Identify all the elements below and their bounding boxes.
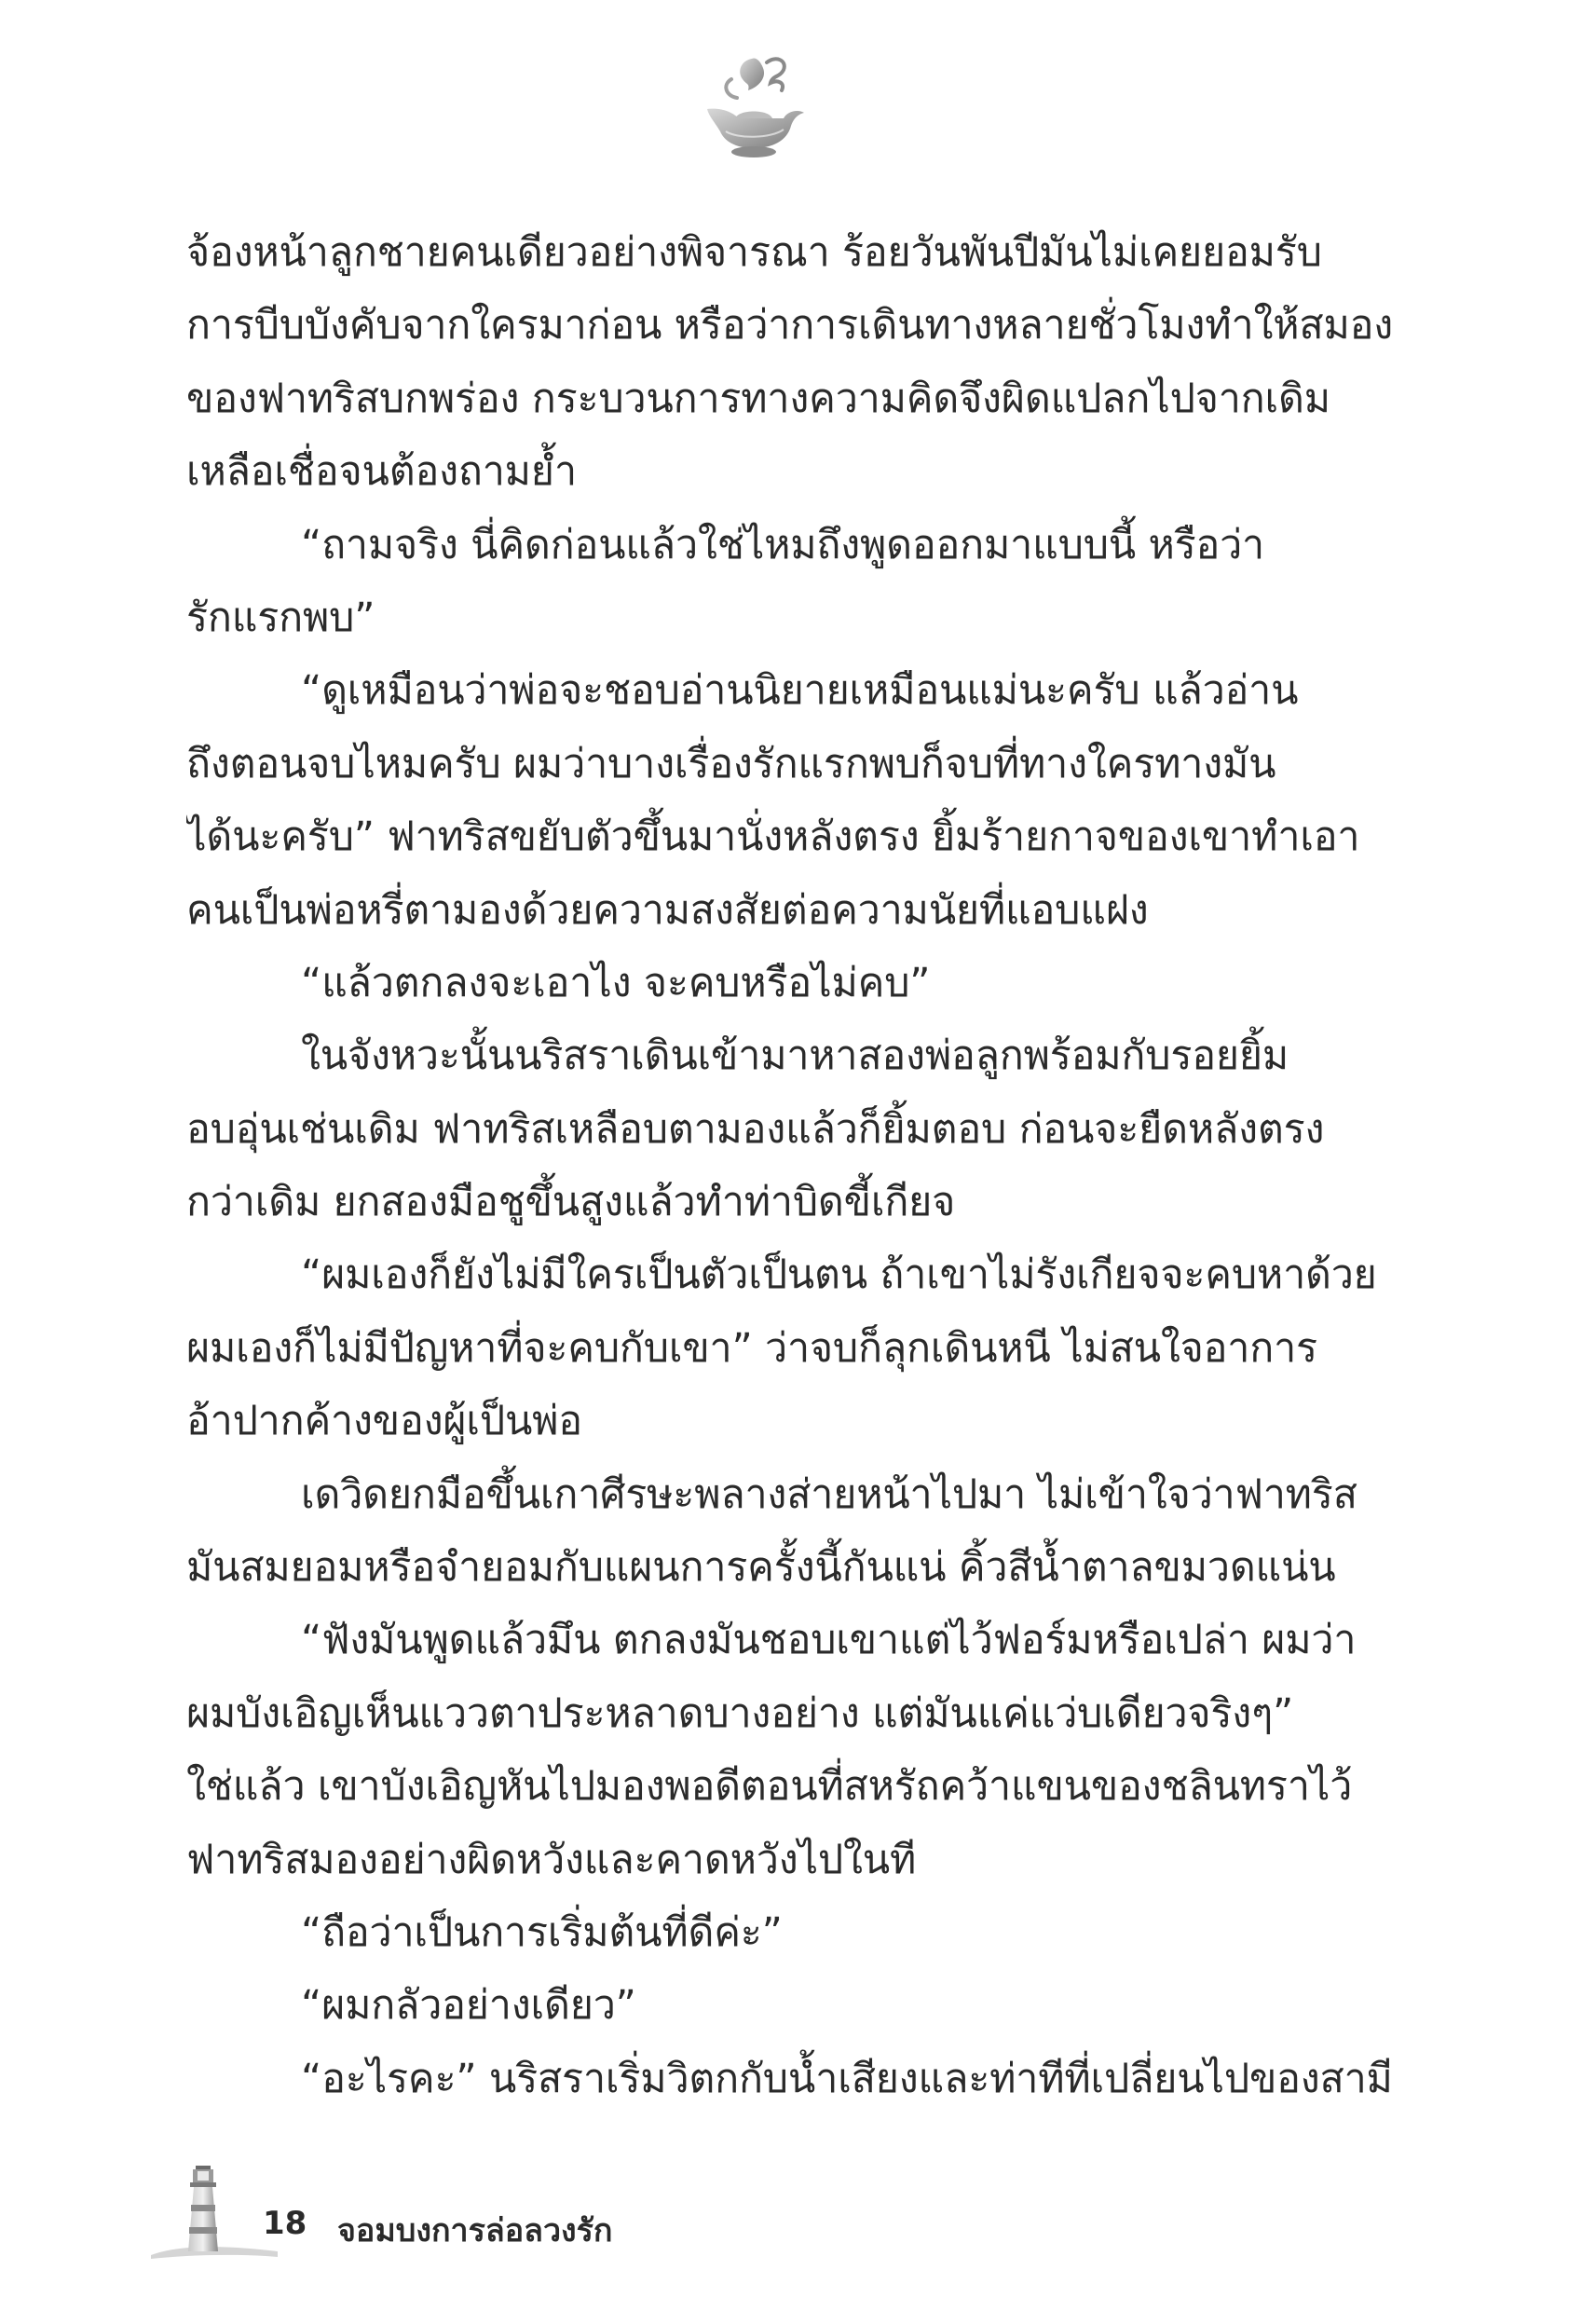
text-line: เหลือเชื่อจนต้องถามย้ำ xyxy=(186,448,577,496)
text-line: คนเป็นพ่อหรี่ตามองด้วยความสงสัยต่อความนัยที่แอบแฝง xyxy=(186,886,1149,934)
text-line: จ้องหน้าลูกชายคนเดียวอย่างพิจารณา ร้อยวันพันปีมันไม่เคยยอมรับ xyxy=(186,229,1322,276)
text-line: ในจังหวะนั้นนริสราเดินเข้ามาหาสองพ่อลูกพร้อมกับรอยยิ้ม xyxy=(301,1032,1289,1080)
book-title: จอมบงการล่อลวงรัก xyxy=(337,2212,613,2249)
page-number: 18 xyxy=(263,2205,307,2242)
text-line: “ฟังมันพูดแล้วมึน ตกลงมันชอบเขาแต่ไว้ฟอร์มหรือเปล่า ผมว่า xyxy=(301,1617,1357,1664)
genie-lamp-icon xyxy=(694,51,811,163)
text-line: ฟาทริสมองอย่างผิดหวังและคาดหวังไปในที xyxy=(186,1836,917,1883)
text-line: ได้นะครับ” ฟาทริสขยับตัวขึ้นมานั่งหลังตรง ยิ้มร้ายกาจของเขาทำเอา xyxy=(186,814,1360,861)
text-line: “ผมเองก็ยังไม่มีใครเป็นตัวเป็นตน ถ้าเขาไม่รังเกียจจะคบหาด้วย xyxy=(301,1251,1377,1299)
text-line: ของฟาทริสบกพร่อง กระบวนการทางความคิดจึงผิดแปลกไปจากเดิม xyxy=(186,375,1330,422)
page-footer xyxy=(149,2160,708,2272)
text-line: มันสมยอมหรือจำยอมกับแผนการครั้งนี้กันแน่ คิ้วสีน้ำตาลขมวดแน่น xyxy=(186,1544,1336,1592)
text-line: รักแรกพบ” xyxy=(186,594,375,641)
text-line: ใช่แล้ว เขาบังเอิญหันไปมองพอดีตอนที่สหรัถคว้าแขนของชลินทราไว้ xyxy=(186,1763,1353,1811)
text-line: ผมเองก็ไม่มีปัญหาที่จะคบกับเขา” ว่าจบก็ลุกเดินหนี ไม่สนใจอาการ xyxy=(186,1324,1317,1372)
text-line: อ้าปากค้างของผู้เป็นพ่อ xyxy=(186,1398,582,1445)
text-line: “ถามจริง นี่คิดก่อนแล้วใช่ไหมถึงพูดออกมาแบบนี้ หรือว่า xyxy=(301,521,1265,568)
lighthouse-icon xyxy=(149,2160,280,2263)
text-line: “ดูเหมือนว่าพ่อจะชอบอ่านนิยายเหมือนแม่นะครับ แล้วอ่าน xyxy=(301,667,1299,715)
text-line: ถึงตอนจบไหมครับ ผมว่าบางเรื่องรักแรกพบก็จบที่ทางใครทางมัน xyxy=(186,740,1276,787)
text-line: การบีบบังคับจากใครมาก่อน หรือว่าการเดินทางหลายชั่วโมงทำให้สมอง xyxy=(186,302,1394,349)
text-line: กว่าเดิม ยกสองมือชูขึ้นสูงแล้วทำท่าบิดขี้เกียจ xyxy=(186,1179,956,1226)
text-line: อบอุ่นเช่นเดิม ฟาทริสเหลือบตามองแล้วก็ยิ้มตอบ ก่อนจะยืดหลังตรง xyxy=(186,1105,1325,1153)
body-text xyxy=(186,216,1398,2115)
text-line: “อะไรคะ” นริสราเริ่มวิตกกับน้ำเสียงและท่าทีที่เปลี่ยนไปของสามี xyxy=(301,2055,1393,2102)
text-line: ผมบังเอิญเห็นแววตาประหลาดบางอย่าง แต่มันแค่แว่บเดียวจริงๆ” xyxy=(186,1689,1294,1737)
text-line: “ผมกลัวอย่างเดียว” xyxy=(301,1982,636,2030)
text-line: “ถือว่าเป็นการเริ่มต้นที่ดีค่ะ” xyxy=(301,1908,783,1956)
text-line: “แล้วตกลงจะเอาไง จะคบหรือไม่คบ” xyxy=(301,959,931,1006)
text-line: เดวิดยกมือขึ้นเกาศีรษะพลางส่ายหน้าไปมา ไม่เข้าใจว่าฟาทริส xyxy=(301,1470,1357,1518)
